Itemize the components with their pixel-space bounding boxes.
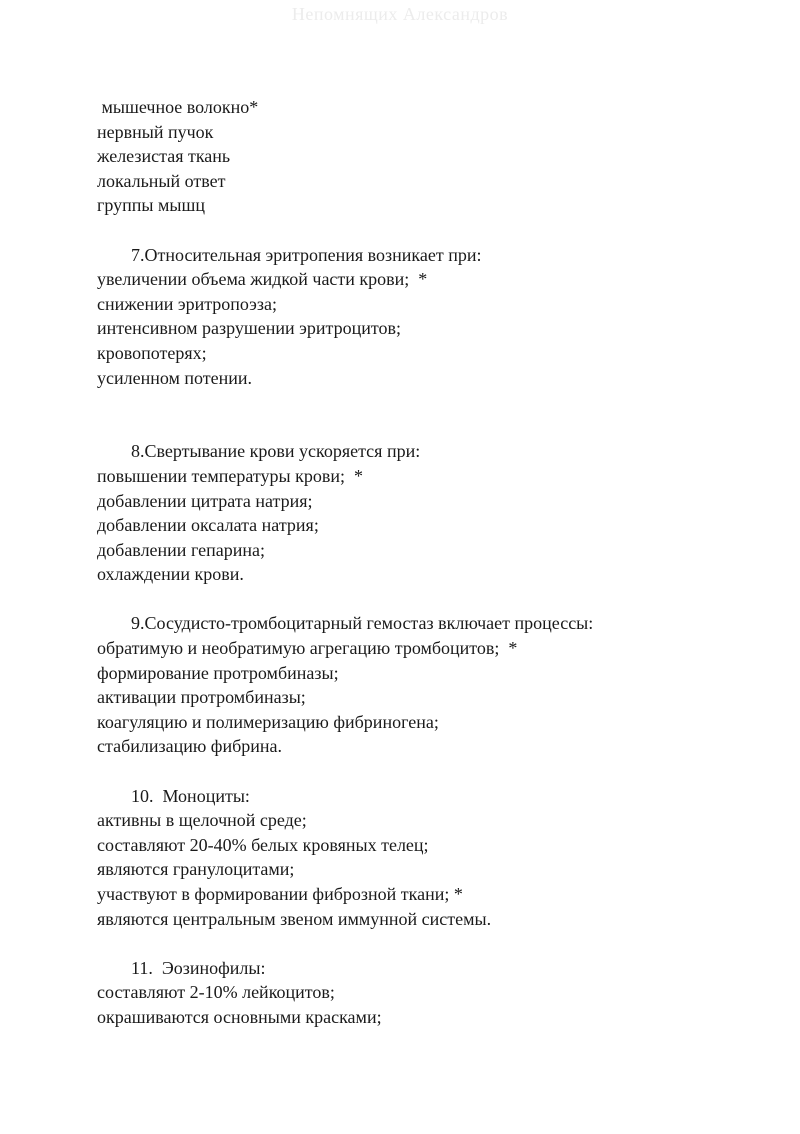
answer-option: кровопотерях; <box>97 342 207 363</box>
spacer <box>97 759 757 784</box>
spacer <box>97 931 757 956</box>
question-9 <box>97 611 757 759</box>
answer-option: являются центральным звеном иммунной системы. <box>97 908 492 929</box>
spacer <box>97 218 757 243</box>
answer-option: формирование протромбиназы; <box>97 662 339 683</box>
answer-option: интенсивном разрушении эритроцитов; <box>97 318 402 339</box>
question-title: 8.Свертывание крови ускоряется при: <box>131 441 421 462</box>
answer-option: железистая ткань <box>97 146 231 167</box>
document-body <box>97 95 757 1030</box>
spacer <box>97 587 757 612</box>
answer-option: являются гранулоцитами; <box>97 859 295 880</box>
answer-option: группы мышц <box>97 195 205 216</box>
answer-option: добавлении гепарина; <box>97 539 265 560</box>
question-8 <box>97 439 757 587</box>
question-title: 11. Эозинофилы: <box>131 957 266 978</box>
spacer <box>97 390 757 439</box>
answer-option: активны в щелочной среде; <box>97 810 307 831</box>
answer-option: охлаждении крови. <box>97 564 244 585</box>
answer-option: составляют 2-10% лейкоцитов; <box>97 982 335 1003</box>
question-title: 10. Моноциты: <box>131 785 250 806</box>
continuation-options <box>97 95 757 218</box>
answer-option: снижении эритропоэза; <box>97 293 277 314</box>
answer-option: повышении температуры крови; * <box>97 465 363 486</box>
answer-option: добавлении цитрата натрия; <box>97 490 313 511</box>
answer-option: участвуют в формировании фиброзной ткани; * <box>97 884 463 904</box>
answer-option: составляют 20-40% белых кровяных телец; <box>97 834 429 855</box>
question-title: 9.Сосудисто-тромбоцитарный гемостаз включает процессы: <box>131 613 594 634</box>
answer-option: мышечное волокно* <box>97 97 259 117</box>
watermark: Непомнящих Александров <box>291 4 509 24</box>
answer-option: добавлении оксалата натрия; <box>97 515 319 536</box>
answer-option: нервный пучок <box>97 121 214 142</box>
answer-option: обратимую и необратимую агрегацию тромбоцитов; * <box>97 638 518 659</box>
question-title: 7.Относительная эритропения возникает при: <box>131 244 482 265</box>
answer-option: окрашиваются основными красками; <box>97 1006 382 1027</box>
answer-option: увеличении объема жидкой части крови; * <box>97 269 428 290</box>
answer-option: стабилизацию фибрина. <box>97 736 282 757</box>
answer-option: коагуляцию и полимеризацию фибриногена; <box>97 711 439 732</box>
answer-option: локальный ответ <box>97 170 226 191</box>
question-11 <box>97 956 757 1030</box>
answer-option: активации протромбиназы; <box>97 687 306 708</box>
answer-option: усиленном потении. <box>97 367 253 388</box>
question-10 <box>97 784 757 932</box>
question-7 <box>97 243 757 391</box>
